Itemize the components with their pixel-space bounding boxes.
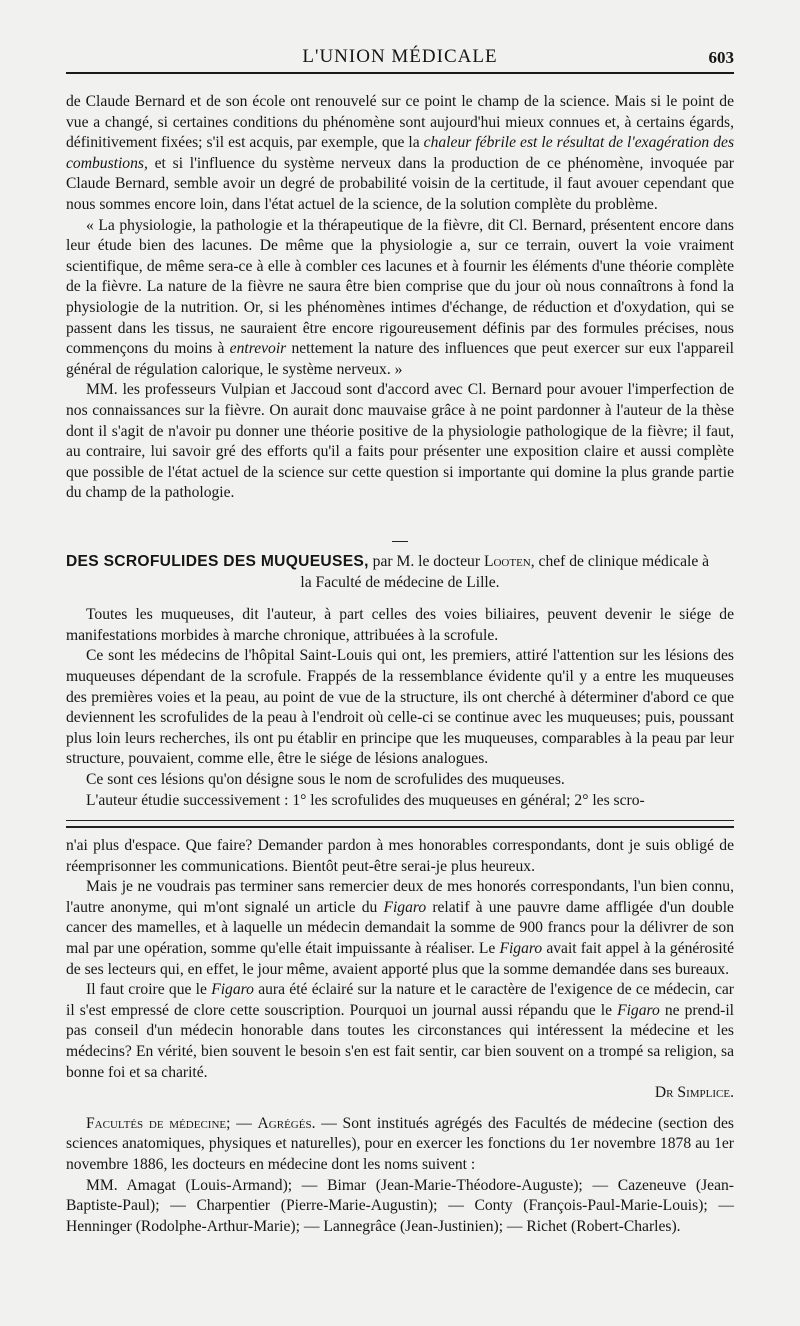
page-header [66,46,734,74]
feuilleton-column [66,836,734,1237]
paragraph: Ce sont ces lésions qu'on désigne sous le nom de scrofulides des muqueuses. [86,770,565,788]
author-name: Looten [483,553,531,570]
quotation-paragraph: « La physiologie, la pathologie et la thérapeutique de la fièvre, dit Cl. Bernard, présentent encore dans leur étude bien des lacunes. De même que la physiologie a, sur ce terrain, ouvert la voie vraiment scientifique, de même sera-ce à elle à combler ces lacunes et à fournir les éléments d'une théorie complète de la fièvre. La nature de la fièvre ne saura être bien comprise que du jour où nous connaîtrons à fond la physiologie de la nutrition. Or, si les phénomènes intimes d'échange, de réduction et d'oxydation, qui se passent dans les tissus, ne sauraient être encore rigoureusement définis par des formules précises, nous commençons du moins à entrevoir nettement la nature des influences que peut exercer sur eux l'appareil général de régulation calorique, le système nerveux. » [66,216,734,378]
announcement-title: Facultés de médecine [86,1114,227,1132]
paragraph: L'auteur étudie successivement : 1° les scrofulides des muqueuses en général; 2° les scro- [86,791,645,809]
running-title: L'UNION MÉDICALE [302,46,498,67]
paragraph: MM. les professeurs Vulpian et Jaccoud sont d'accord avec Cl. Bernard pour avouer l'imperfection de nos connaissances sur la fièvre. On aurait donc mauvaise grâce à ne point pardonner à l'auteur de la thèse dont il s'agit de n'avoir pu donner une théorie positive de la physiologie pathologique de la fièvre; il faut, au contraire, lui savoir gré des efforts qu'il a faits pour présenter une exposition claire et aussi complète que possible de l'état actuel de la science sur cette question si importante qui domine la plus grande partie du champ de la pathologie. [66,381,734,502]
paragraph: Mais je ne voudrais pas terminer sans remercier deux de mes honorés correspondants, l'un bien connu, l'autre anonyme, qui m'ont signalé un article du Figaro relatif à une pauvre dame affligée d'un double cancer des mamelles, et à laquelle un médecin demandait la somme de 900 francs pour la délivrer de son mal par une opération, somme qu'elle était impuissante à réaliser. Le Figaro avait fait appel à la générosité de ses lecteurs qui, en effet, le jour même, avaient apporté plus que la somme demandée dans ses bureaux. [66,878,734,978]
paragraph: de Claude Bernard et de son école ont renouvelé sur ce point le champ de la science. Mais si le point de vue a changé, si certaines conditions du phénomène sont aujourd'hui mieux connues et, à certains égards, définitivement fixées; s'il est acquis, par exemple, que la chaleur fébrile est le résultat de l'exagération des combustions, et si l'influence du système nerveux dans la production de ce phénomène, invoquée par Claude Bernard, semble avoir un degré de probabilité voisin de la certitude, il faut avouer cependant que nous sommes encore loin, dans l'état actuel de la science, de la solution complète du problème. [66,93,735,213]
paragraph: n'ai plus d'espace. Que faire? Demander pardon à mes honorables correspondants, dont je suis obligé de réemprisonner les communications. Bientôt peut-être serai-je plus heureux. [66,837,734,875]
signature: Dr Simplice. [654,1084,734,1102]
announcement-paragraph: Facultés de médecine; — Agrégés. — Sont institués agrégés des Facultés de médecine (section des sciences anatomiques, physiques et naturelles), pour en exercer les fonctions du 1er novembre 1878 au 1er novembre 1886, les docteurs en médecine dont les noms suivent : [66,1114,734,1173]
names-list: MM. Amagat (Louis-Armand); — Bimar (Jean-Marie-Théodore-Auguste); — Cazeneuve (Jean-Baptiste-Paul); — Charpentier (Pierre-Marie-Augustin); — Conty (François-Paul-Marie-Louis); — Henninger (Rodolphe-Arthur-Marie); — Lannegrâce (Jean-Justinien); — Richet (Robert-Charles). [66,1176,734,1235]
fever-review-continuation [66,92,734,504]
author-affiliation: la Faculté de médecine de Lille. [300,573,500,591]
short-separator [392,541,408,542]
article-title: DES SCROFULIDES DES MUQUEUSES, [66,553,369,570]
paragraph: Ce sont les médecins de l'hôpital Saint-Louis qui ont, les premiers, attiré l'attention sur les lésions des muqueuses dépendant de la scrofule. Frappés de la ressemblance évidente qu'il y a entre les muqueuses des premières voies et la peau, au point de vue de la structure, ils ont cherché à déterminer d'abord ce que deviennent les scrofulides de la peau à l'endroit où celle-ci se continue avec les muqueuses; puis, poussant plus loin leurs recherches, ils ont pu établir en principe que les muqueuses, comparables à la peau par leur structure, pouvaient, comme elle, être le siége de lésions analogues. [66,647,734,768]
page-number: 603 [708,48,734,67]
paragraph: Il faut croire que le Figaro aura été éclairé sur la nature et le caractère de l'exigence de ce médecin, car il s'est empressé de clore cette souscription. Pourquoi un journal aussi répandu que le Figaro ne prend-il pas conseil d'un médecin honorable dans toutes les circonstances qui intéressent la médecine et les médecins? En vérité, bien souvent le besoin s'en est fait sentir, car bien souvent on a trompé sa religion, sa bonne foi et sa charité. [66,981,734,1081]
paragraph: Toutes les muqueuses, dit l'auteur, à part celles des voies biliaires, peuvent devenir le siége de manifestations morbides à marche chronique, attribuées à la scrofule. [66,606,734,644]
scrofulides-article [66,552,734,811]
feuilleton-separator [66,820,734,828]
article-heading: DES SCROFULIDES DES MUQUEUSES, par M. le docteur Looten, chef de clinique médicale à [66,553,710,570]
